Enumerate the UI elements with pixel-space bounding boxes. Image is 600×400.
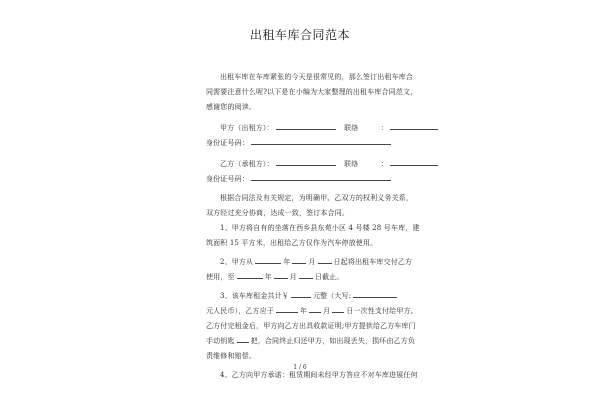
clause2-text: 使用，至 — [206, 273, 235, 281]
clause1-line: 筑面积 15 平方米，出租给乙方仅作为汽车停放使用。 — [206, 239, 378, 247]
clause3-text: 年 — [300, 307, 308, 315]
clause3-amount-words-blank — [353, 289, 397, 298]
clause3-month-blank — [309, 304, 321, 313]
clause3-line: 乙方付完租金后，甲方向乙方出具收款证明;甲方提供给乙方车库门 — [206, 322, 416, 330]
clause4-line: 4、乙方向甲方承诺：租赁期间未经甲方答应不对车库进展任何 — [220, 371, 418, 379]
clause2-text: 2、甲方从 — [220, 258, 254, 266]
party-b-row — [206, 157, 406, 172]
clause3-text: 元整（大写: — [312, 292, 352, 300]
clause3-line — [206, 304, 418, 319]
party-b-id-blank — [251, 172, 391, 181]
party-a-row — [206, 121, 406, 136]
clause2-day-blank — [318, 255, 332, 264]
clause3-amount-blank — [291, 289, 311, 298]
clause1-line: 1、甲方将自有的坐落在西乡县东苑小区 4 号楼 28 号车库，建 — [220, 224, 420, 232]
intro-line: 出租车库在车库紧张的今天是很常见的，那么签订出租车库合 — [220, 73, 414, 81]
clause2-text: 年 — [283, 258, 291, 266]
document-title: 出租车库合同范本 — [249, 28, 350, 42]
clause2-month-blank — [292, 255, 306, 264]
page-number: 1 / 6 — [293, 364, 307, 371]
party-a-contact-label: 联络 — [344, 124, 359, 132]
clause2-line — [206, 270, 406, 285]
party-a-label: 甲方（出租方）： — [220, 124, 274, 132]
clause2-month-blank — [274, 270, 288, 279]
clause3-line — [206, 334, 416, 349]
party-b-id-row — [206, 172, 406, 187]
party-b-contact-label: 联络 — [344, 160, 359, 168]
party-a-contact-blank — [390, 121, 438, 130]
clause2-text: 月 — [308, 258, 316, 266]
document-body — [206, 70, 420, 383]
clause3-line — [206, 289, 406, 304]
party-a-contact-colon: ： — [380, 124, 388, 132]
clause2-year-blank — [255, 255, 281, 264]
party-a-id-row — [206, 136, 406, 151]
party-b-name-blank — [276, 157, 336, 166]
clause3-text: 日一次性支付给甲方。 — [346, 307, 418, 315]
clause3-year-blank — [276, 304, 298, 313]
intro-line: 同需要注意什么呢?以下是在小编为大家整理的出租车库合同范文， — [206, 88, 418, 96]
clause3-text: 元人民币），乙方应于 — [206, 307, 274, 315]
party-b-contact-colon: ： — [380, 160, 388, 168]
clause2-text: 月 — [289, 273, 297, 281]
party-a-name-blank — [276, 121, 336, 130]
party-b-label: 乙方（承租方）： — [220, 160, 274, 168]
clause2-text: 日起将出租车库交付乙方 — [333, 258, 413, 266]
intro-line: 感谢您的阅读。 — [206, 103, 257, 111]
clause2-day-blank — [299, 270, 313, 279]
preamble-line: 双方经过充分协商，达成一致，签订本合同。 — [206, 209, 349, 217]
clause3-text: 手动钥匙 — [206, 337, 235, 345]
clause3-text: 月 — [323, 307, 331, 315]
clause3-text: 3、该车库租金共计￥ — [220, 292, 289, 300]
clause3-line: 责维修和赔偿。 — [206, 352, 257, 360]
party-b-contact-blank — [390, 157, 438, 166]
clause2-text: 日截止。 — [314, 273, 344, 281]
preamble-line: 根据合同法及有关规定，为明确甲、乙双方的权利义务关系， — [220, 194, 414, 202]
party-a-id-blank — [251, 136, 391, 145]
clause2-year-blank — [237, 270, 263, 279]
clause3-keys-blank — [237, 334, 249, 343]
clause2-line — [206, 255, 413, 270]
clause2-text: 年 — [264, 273, 272, 281]
party-a-id-label: 身份证号码： — [206, 139, 249, 147]
party-b-id-label: 身份证号码： — [206, 175, 249, 183]
clause3-day-blank — [332, 304, 344, 313]
clause3-text: 把，合同终止归还甲方，如出现丢失，损坏由乙方负 — [250, 337, 416, 345]
